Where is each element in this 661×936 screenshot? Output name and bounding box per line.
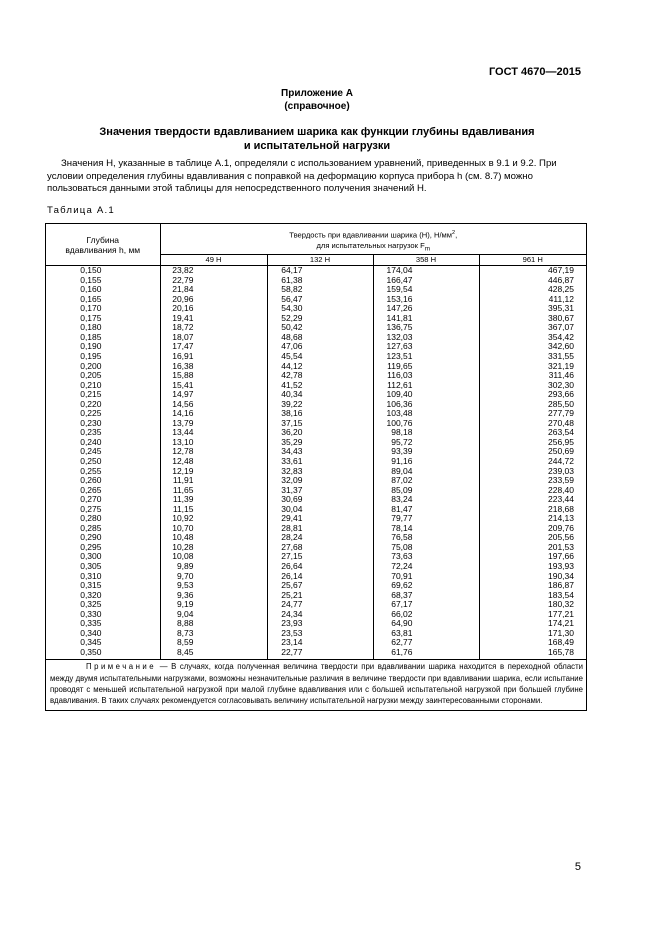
hardness-cell: 446,87 <box>548 274 574 285</box>
depth-cell: 0,260 <box>46 476 160 486</box>
hardness-cell: 9,36 <box>160 591 267 601</box>
annex-title: Приложение А <box>281 88 353 99</box>
table-row <box>46 591 586 601</box>
hardness-cell: 40,34 <box>267 390 373 400</box>
hardness-cell: 31,37 <box>267 486 373 496</box>
depth-cell: 0,300 <box>46 552 160 562</box>
hardness-cell: 61,76 <box>373 648 479 660</box>
annex-type: (справочное) <box>284 101 350 112</box>
hardness-cell: 270,48 <box>548 417 574 428</box>
hardness-cell: 168,49 <box>548 637 574 648</box>
table-row <box>46 524 586 534</box>
hardness-cell: 50,42 <box>267 323 373 333</box>
hardness-cell: 9,04 <box>160 610 267 620</box>
hardness-cell: 83,24 <box>373 495 479 505</box>
table-row <box>46 610 586 620</box>
hardness-cell: 321,19 <box>548 360 574 371</box>
hardness-cell: 9,70 <box>160 572 267 582</box>
hardness-cell: 147,26 <box>373 304 479 314</box>
table-row <box>46 323 586 333</box>
depth-cell: 0,150 <box>46 266 160 276</box>
table-row <box>46 572 586 582</box>
hardness-cell: 177,21 <box>548 608 574 619</box>
hardness-cell: 52,29 <box>267 314 373 324</box>
hardness-cell: 13,10 <box>160 438 267 448</box>
hardness-cell: 23,93 <box>267 619 373 629</box>
depth-cell: 0,230 <box>46 419 160 429</box>
hardness-cell: 218,68 <box>548 503 574 514</box>
hardness-cell: 27,68 <box>267 543 373 553</box>
hardness-cell: 32,83 <box>267 467 373 477</box>
hardness-cell: 67,17 <box>373 600 479 610</box>
table-row <box>46 514 586 524</box>
table-row <box>46 486 586 496</box>
hardness-column-header: Твердость при вдавливании шарика (Н), $Н/мм^2$, для испытательных нагрузок $F_m$ <box>160 224 586 255</box>
hardness-cell: 193,93 <box>548 561 574 571</box>
depth-cell: 0,340 <box>46 629 160 639</box>
table-row <box>46 400 586 410</box>
depth-cell: 0,250 <box>46 457 160 467</box>
depth-cell: 0,255 <box>46 467 160 477</box>
hardness-cell: 233,59 <box>548 475 574 486</box>
hardness-cell: 285,50 <box>548 398 574 409</box>
table-row <box>46 428 586 438</box>
hardness-cell: 32,09 <box>267 476 373 486</box>
hardness-cell: 85,09 <box>373 486 479 496</box>
hardness-cell: 87,02 <box>373 476 479 486</box>
hardness-cell: 20,96 <box>160 295 267 305</box>
hardness-cell: 11,91 <box>160 476 267 486</box>
hardness-cell: 24,77 <box>267 600 373 610</box>
table-row <box>46 619 586 629</box>
hardness-cell: 89,04 <box>373 467 479 477</box>
hardness-cell: 72,24 <box>373 562 479 572</box>
hardness-cell: 153,16 <box>373 295 479 305</box>
hardness-cell: 24,34 <box>267 610 373 620</box>
hardness-cell: 98,18 <box>373 428 479 438</box>
hardness-cell: 15,88 <box>160 371 267 381</box>
hardness-cell: 28,81 <box>267 524 373 534</box>
hardness-cell: 174,21 <box>548 618 574 629</box>
table-row <box>46 381 586 391</box>
hardness-cell: 100,76 <box>373 419 479 429</box>
table-row <box>46 600 586 610</box>
hardness-cell: 223,44 <box>548 494 574 505</box>
hardness-cell: 27,15 <box>267 552 373 562</box>
table-row <box>46 304 586 314</box>
depth-header-line-1: Глубина <box>86 234 119 245</box>
depth-cell: 0,215 <box>46 390 160 400</box>
hardness-cell: 73,63 <box>373 552 479 562</box>
table-row <box>46 419 586 429</box>
table-row <box>46 495 586 505</box>
hardness-cell: 14,56 <box>160 400 267 410</box>
hardness-cell: 11,39 <box>160 495 267 505</box>
table-row <box>46 505 586 515</box>
hardness-cell: 116,03 <box>373 371 479 381</box>
table-row <box>46 438 586 448</box>
depth-cell: 0,225 <box>46 409 160 419</box>
load-column-header: 961 Н <box>479 255 586 266</box>
hardness-cell: 16,91 <box>160 352 267 362</box>
hardness-cell: 8,88 <box>160 619 267 629</box>
hardness-cell: 166,47 <box>373 276 479 286</box>
table-row <box>46 362 586 372</box>
depth-cell: 0,330 <box>46 610 160 620</box>
hardness-header-line-1: Твердость при вдавливании шарика (Н), Н/мм <box>289 230 452 240</box>
hardness-cell: 25,21 <box>267 591 373 601</box>
hardness-cell: 174,04 <box>373 266 479 276</box>
table-row <box>46 533 586 543</box>
table-row <box>46 285 586 295</box>
hardness-cell: 395,31 <box>548 303 574 314</box>
table-row <box>46 390 586 400</box>
load-column-header: 49 Н <box>160 255 267 266</box>
depth-cell: 0,265 <box>46 486 160 496</box>
hardness-cell: 39,22 <box>267 400 373 410</box>
hardness-cell: 197,66 <box>548 551 574 562</box>
hardness-cell: 66,02 <box>373 610 479 620</box>
hardness-cell: 244,72 <box>548 455 574 466</box>
hardness-cell: 256,95 <box>548 436 574 447</box>
hardness-cell: 277,79 <box>548 408 574 419</box>
annex-heading <box>0 87 634 113</box>
hardness-cell: 38,16 <box>267 409 373 419</box>
table-row <box>46 476 586 486</box>
depth-cell: 0,335 <box>46 619 160 629</box>
table-row <box>46 581 586 591</box>
depth-cell: 0,295 <box>46 543 160 553</box>
depth-cell: 0,245 <box>46 447 160 457</box>
hardness-cell: 34,43 <box>267 447 373 457</box>
table-note <box>46 659 586 709</box>
hardness-cell: 8,45 <box>160 648 267 660</box>
hardness-cell: 69,62 <box>373 581 479 591</box>
hardness-cell: 81,47 <box>373 505 479 515</box>
depth-cell: 0,240 <box>46 438 160 448</box>
depth-cell: 0,350 <box>46 648 160 660</box>
depth-cell: 0,315 <box>46 581 160 591</box>
table-row <box>46 552 586 562</box>
table-row <box>46 371 586 381</box>
standard-number: ГОСТ 4670—2015 <box>488 66 581 78</box>
depth-cell: 0,195 <box>46 352 160 362</box>
hardness-cell: 214,13 <box>548 513 574 524</box>
hardness-cell: 10,92 <box>160 514 267 524</box>
hardness-cell: 9,53 <box>160 581 267 591</box>
hardness-cell: 11,15 <box>160 505 267 515</box>
hardness-cell: 190,34 <box>548 570 574 581</box>
hardness-cell: 228,40 <box>548 484 574 495</box>
hardness-cell: 10,48 <box>160 533 267 543</box>
load-column-header: 132 Н <box>267 255 373 266</box>
hardness-cell: 112,61 <box>373 381 479 391</box>
hardness-cell: 78,14 <box>373 524 479 534</box>
hardness-header-sub: m <box>424 245 431 253</box>
hardness-cell: 186,87 <box>548 580 574 591</box>
depth-cell: 0,275 <box>46 505 160 515</box>
depth-cell: 0,175 <box>46 314 160 324</box>
hardness-header-line-2: для испытательных нагрузок F <box>316 240 425 250</box>
hardness-cell: 263,54 <box>548 427 574 438</box>
depth-cell: 0,235 <box>46 428 160 438</box>
hardness-cell: 21,84 <box>160 285 267 295</box>
depth-cell: 0,280 <box>46 514 160 524</box>
depth-cell: 0,200 <box>46 362 160 372</box>
depth-cell: 0,270 <box>46 495 160 505</box>
hardness-cell: 10,08 <box>160 552 267 562</box>
hardness-cell: 367,07 <box>548 322 574 333</box>
hardness-table <box>45 223 587 711</box>
hardness-cell: 44,12 <box>267 362 373 372</box>
table-row <box>46 276 586 286</box>
depth-cell: 0,165 <box>46 295 160 305</box>
hardness-cell: 8,73 <box>160 629 267 639</box>
hardness-cell: 331,55 <box>548 350 574 361</box>
table-row <box>46 648 586 660</box>
hardness-cell: 26,64 <box>267 562 373 572</box>
depth-cell: 0,180 <box>46 323 160 333</box>
hardness-cell: 79,77 <box>373 514 479 524</box>
hardness-cell: 18,07 <box>160 333 267 343</box>
table-body <box>46 266 586 660</box>
hardness-cell: 91,16 <box>373 457 479 467</box>
hardness-cell: 95,72 <box>373 438 479 448</box>
hardness-cell: 119,65 <box>373 362 479 372</box>
hardness-cell: 239,03 <box>548 465 574 476</box>
hardness-cell: 183,54 <box>548 589 574 600</box>
hardness-cell: 48,68 <box>267 333 373 343</box>
depth-cell: 0,320 <box>46 591 160 601</box>
depth-cell: 0,325 <box>46 600 160 610</box>
hardness-header-sup: 2 <box>452 230 456 236</box>
table-row <box>46 266 586 276</box>
hardness-cell: 9,19 <box>160 600 267 610</box>
depth-cell: 0,290 <box>46 533 160 543</box>
table-row <box>46 295 586 305</box>
intro-paragraph <box>47 158 587 196</box>
hardness-cell: 311,46 <box>548 370 574 381</box>
hardness-cell: 58,82 <box>267 285 373 295</box>
hardness-cell: 10,70 <box>160 524 267 534</box>
table-row <box>46 562 586 572</box>
hardness-cell: 93,39 <box>373 447 479 457</box>
hardness-cell: 70,91 <box>373 572 479 582</box>
depth-header-line-2: вдавливания h, мм <box>65 244 141 255</box>
hardness-cell: 411,12 <box>548 293 574 304</box>
hardness-cell: 64,90 <box>373 619 479 629</box>
hardness-cell: 23,82 <box>160 266 267 276</box>
hardness-cell: 35,29 <box>267 438 373 448</box>
hardness-cell: 12,78 <box>160 447 267 457</box>
hardness-cell: 37,15 <box>267 419 373 429</box>
table-row <box>46 447 586 457</box>
hardness-cell: 25,67 <box>267 581 373 591</box>
depth-cell: 0,190 <box>46 342 160 352</box>
hardness-cell: 22,77 <box>267 648 373 660</box>
table-row <box>46 352 586 362</box>
table-row <box>46 342 586 352</box>
hardness-cell: 165,78 <box>548 646 574 657</box>
hardness-cell: 54,30 <box>267 304 373 314</box>
hardness-cell: 9,89 <box>160 562 267 572</box>
hardness-cell: 13,44 <box>160 428 267 438</box>
load-column-header: 358 Н <box>373 255 479 266</box>
depth-cell: 0,170 <box>46 304 160 314</box>
hardness-cell: 30,69 <box>267 495 373 505</box>
hardness-cell: 209,76 <box>548 522 574 533</box>
depth-cell: 0,155 <box>46 276 160 286</box>
hardness-cell: 26,14 <box>267 572 373 582</box>
table-row <box>46 543 586 553</box>
hardness-cell: 354,42 <box>548 331 574 342</box>
hardness-cell: 127,63 <box>373 342 479 352</box>
hardness-cell: 23,53 <box>267 629 373 639</box>
depth-cell: 0,345 <box>46 638 160 648</box>
hardness-cell: 428,25 <box>548 284 574 295</box>
hardness-cell: 18,72 <box>160 323 267 333</box>
hardness-cell: 56,47 <box>267 295 373 305</box>
depth-cell: 0,285 <box>46 524 160 534</box>
hardness-cell: 159,54 <box>373 285 479 295</box>
hardness-cell: 201,53 <box>548 541 574 552</box>
hardness-cell: 42,78 <box>267 371 373 381</box>
page-number: 5 <box>574 861 581 873</box>
hardness-cell: 12,48 <box>160 457 267 467</box>
hardness-cell: 63,81 <box>373 629 479 639</box>
hardness-cell: 141,81 <box>373 314 479 324</box>
depth-column-header <box>46 224 160 266</box>
hardness-cell: 23,14 <box>267 638 373 648</box>
hardness-cell: 45,54 <box>267 352 373 362</box>
hardness-cell: 33,61 <box>267 457 373 467</box>
depth-cell: 0,210 <box>46 381 160 391</box>
hardness-cell: 19,41 <box>160 314 267 324</box>
table-row <box>46 457 586 467</box>
hardness-cell: 14,97 <box>160 390 267 400</box>
section-title <box>0 125 634 153</box>
hardness-cell: 293,66 <box>548 389 574 400</box>
table-row <box>46 333 586 343</box>
depth-cell: 0,220 <box>46 400 160 410</box>
hardness-cell: 16,38 <box>160 362 267 372</box>
hardness-cell: 205,56 <box>548 532 574 543</box>
hardness-cell: 47,06 <box>267 342 373 352</box>
hardness-cell: 380,67 <box>548 312 574 323</box>
depth-cell: 0,310 <box>46 572 160 582</box>
hardness-cell: 76,58 <box>373 533 479 543</box>
hardness-cell: 13,79 <box>160 419 267 429</box>
depth-cell: 0,305 <box>46 562 160 572</box>
hardness-cell: 68,37 <box>373 591 479 601</box>
hardness-cell: 14,16 <box>160 409 267 419</box>
hardness-cell: 62,77 <box>373 638 479 648</box>
hardness-cell: 17,47 <box>160 342 267 352</box>
hardness-cell: 64,17 <box>267 266 373 276</box>
note-text: — В случаях, когда полученная величина твердости при вдавливании шарика находится в переходной области между двумя испытательными нагрузками, возможны незначительные различия в величине твердости при вдавливании шарика, если испытание проводят с меньшей испытательной нагрузкой при малой глубине вдавливания или с большей испытательной нагрузкой при большей глубине вдавливания. В таких случаях рекомендуется согласовывать величину испытательной нагрузки между заинтересованными сторонами. <box>50 662 583 706</box>
intro-text: Значения Н, указанные в таблице А.1, определяли с использованием уравнений, приведенных в 9.1 и 9.2. При условии определения глубины вдавливания с поправкой на деформацию корпуса прибора h (см. 8.7) можно пользоваться данными этой таблицы для непосредственного получения значений Н. <box>47 158 557 195</box>
hardness-cell: 29,41 <box>267 514 373 524</box>
hardness-cell: 75,08 <box>373 543 479 553</box>
section-title-line-2: и испытательной нагрузки <box>243 140 391 152</box>
hardness-cell: 109,40 <box>373 390 479 400</box>
hardness-cell: 180,32 <box>548 599 574 610</box>
note-label: Примечание <box>86 662 157 672</box>
hardness-cell: 10,28 <box>160 543 267 553</box>
table-label: Таблица А.1 <box>47 205 115 216</box>
hardness-cell: 8,59 <box>160 638 267 648</box>
hardness-cell: 61,38 <box>267 276 373 286</box>
hardness-cell: 28,24 <box>267 533 373 543</box>
hardness-cell: 467,19 <box>548 265 574 276</box>
depth-cell: 0,160 <box>46 285 160 295</box>
depth-cell: 0,205 <box>46 371 160 381</box>
hardness-cell: 106,36 <box>373 400 479 410</box>
table-row <box>46 629 586 639</box>
hardness-cell: 250,69 <box>548 446 574 457</box>
hardness-cell: 30,04 <box>267 505 373 515</box>
hardness-cell: 123,51 <box>373 352 479 362</box>
depth-cell: 0,185 <box>46 333 160 343</box>
hardness-cell: 36,20 <box>267 428 373 438</box>
table-row <box>46 314 586 324</box>
hardness-cell: 132,03 <box>373 333 479 343</box>
hardness-cell: 136,75 <box>373 323 479 333</box>
hardness-cell: 342,60 <box>548 341 574 352</box>
section-title-line-1: Значения твердости вдавливанием шарика как функции глубины вдавливания <box>99 126 535 138</box>
hardness-cell: 15,41 <box>160 381 267 391</box>
hardness-cell: 22,79 <box>160 276 267 286</box>
table-row <box>46 638 586 648</box>
hardness-cell: 103,48 <box>373 409 479 419</box>
table-row <box>46 467 586 477</box>
hardness-cell: 20,16 <box>160 304 267 314</box>
hardness-cell: 11,65 <box>160 486 267 496</box>
table-row <box>46 409 586 419</box>
hardness-cell: 12,19 <box>160 467 267 477</box>
hardness-cell: 171,30 <box>548 627 574 638</box>
hardness-cell: 41,52 <box>267 381 373 391</box>
hardness-cell: 302,30 <box>548 379 574 390</box>
